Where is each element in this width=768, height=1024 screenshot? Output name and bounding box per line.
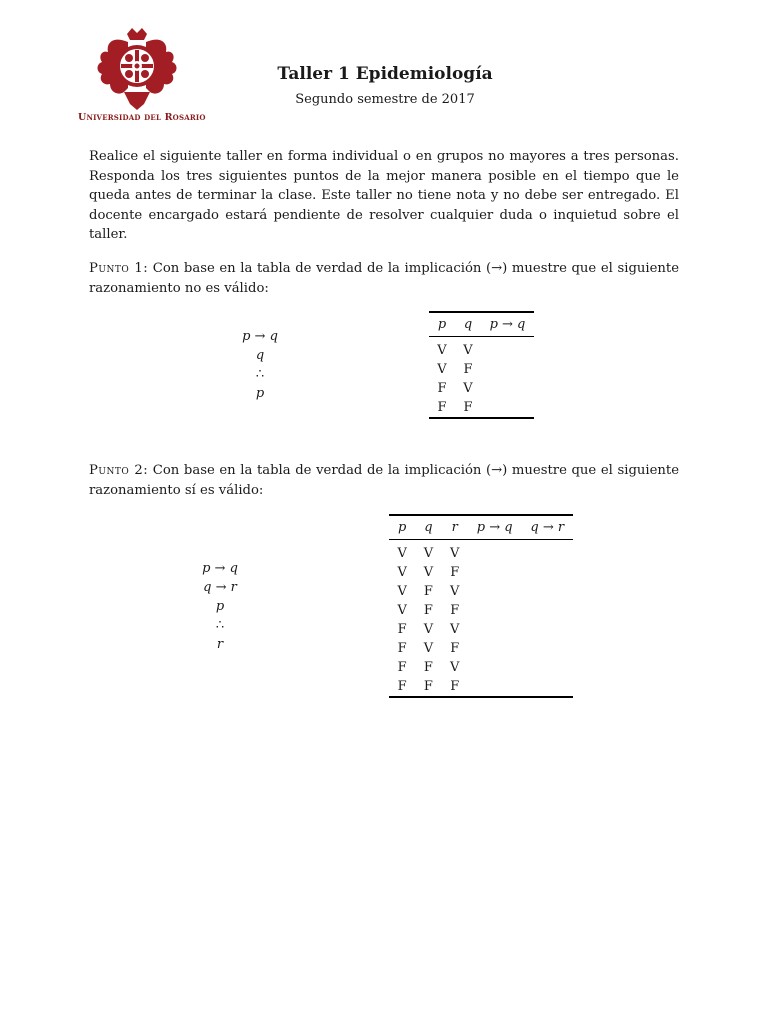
table-cell: F (423, 660, 433, 675)
table-row (389, 639, 573, 658)
table-cell: F (450, 565, 460, 580)
page-subtitle: Segundo semestre de 2017 (295, 92, 475, 107)
table-cell: F (423, 603, 433, 618)
table-cell (521, 563, 573, 582)
table-cell (521, 677, 573, 697)
table-cell: F (437, 381, 447, 396)
table-cell: V (463, 343, 473, 358)
table-cell: V (437, 362, 447, 377)
table-cell: F (397, 660, 407, 675)
table-cell (521, 540, 573, 564)
intro-paragraph: Realice el siguiente taller en forma individual o en grupos no mayores a tres personas. Responda los tres siguientes puntos de la mejor manera posible en el tiempo que le queda antes de terminar la clase. Este taller no tiene nota y no debe ser entregado. El docente encargado estará pendiente de resolver cualquier duda o inquietud sobre el taller. (89, 149, 679, 242)
punto2-argument (180, 559, 260, 654)
table-row (429, 379, 534, 398)
logo-text: Universidad del Rosario (78, 112, 206, 123)
table-cell (521, 658, 573, 677)
table-cell (468, 582, 522, 601)
therefore-symbol: ∴ (255, 367, 265, 382)
table-row (389, 582, 573, 601)
table-cell: F (450, 641, 460, 656)
table-row (389, 540, 573, 564)
table-cell (468, 601, 522, 620)
table-cell: V (450, 622, 460, 637)
argument-line: r (216, 637, 224, 652)
table-cell (468, 620, 522, 639)
table-header-cell: q (463, 317, 473, 332)
table-cell: F (397, 641, 407, 656)
page-title: Taller 1 Epidemiología (277, 64, 493, 84)
punto1-statement (89, 259, 679, 298)
table-cell (481, 379, 534, 398)
table-row (389, 620, 573, 639)
table-cell (468, 639, 522, 658)
table-cell: V (450, 660, 460, 675)
argument-line: p (215, 599, 225, 614)
table-cell: F (463, 362, 473, 377)
table-cell: F (397, 679, 407, 694)
argument-line: p (255, 386, 265, 401)
punto1-text: Con base en la tabla de verdad de la implicación (→) muestre que el siguiente razonamiento no es válido: (89, 261, 679, 296)
table-cell (468, 677, 522, 697)
table-cell (468, 658, 522, 677)
table-cell (521, 620, 573, 639)
university-logo (78, 28, 206, 128)
table-cell: V (397, 565, 407, 580)
therefore-symbol: ∴ (215, 618, 225, 633)
table-header-cell: p (437, 317, 447, 332)
table-header-row (429, 312, 534, 337)
punto1-argument (220, 327, 300, 403)
table-row (429, 360, 534, 379)
argument-line: p → q (202, 561, 238, 576)
table-row (429, 398, 534, 418)
table-cell: V (450, 546, 460, 561)
table-cell: F (423, 584, 433, 599)
punto2-truth-table (389, 514, 573, 698)
table-header-cell: q (424, 520, 433, 535)
table-row (389, 677, 573, 697)
table-cell: F (450, 679, 460, 694)
table-header-cell: q → r (530, 520, 565, 535)
table-cell: F (397, 622, 407, 637)
table-header-cell: r (451, 520, 458, 535)
table-cell: V (397, 546, 407, 561)
punto1-truth-table (429, 311, 534, 419)
table-cell: F (450, 603, 460, 618)
argument-line: q → r (203, 580, 237, 595)
table-cell (481, 398, 534, 418)
table-row (429, 337, 534, 361)
table-row (389, 601, 573, 620)
table-row (389, 563, 573, 582)
table-cell: F (423, 679, 433, 694)
table-cell: V (423, 622, 434, 637)
table-row (389, 658, 573, 677)
university-crest-icon (78, 28, 196, 112)
table-header-cell: p → q (476, 520, 513, 535)
table-cell (481, 360, 534, 379)
argument-line: q (255, 348, 265, 363)
argument-line: p → q (242, 329, 278, 344)
table-cell: V (397, 584, 407, 599)
table-cell: F (463, 400, 473, 415)
table-cell: V (423, 546, 434, 561)
table-cell: V (450, 584, 460, 599)
table-cell: V (397, 603, 407, 618)
table-header-row (389, 515, 573, 540)
table-cell (468, 563, 522, 582)
table-cell: F (437, 400, 447, 415)
punto2-label: Punto 2: (89, 463, 149, 478)
table-cell: V (437, 343, 447, 358)
table-cell (521, 639, 573, 658)
table-cell (521, 582, 573, 601)
table-cell (481, 337, 534, 361)
table-cell (521, 601, 573, 620)
table-header-cell: p → q (489, 317, 526, 332)
punto2-text: Con base en la tabla de verdad de la implicación (→) muestre que el siguiente razonamiento sí es válido: (89, 463, 679, 498)
punto1-label: Punto 1: (89, 261, 149, 276)
table-cell: V (423, 641, 434, 656)
punto2-statement (89, 461, 679, 500)
table-cell: V (423, 565, 434, 580)
table-header-cell: p (397, 520, 407, 535)
table-cell (468, 540, 522, 564)
table-cell: V (463, 381, 473, 396)
